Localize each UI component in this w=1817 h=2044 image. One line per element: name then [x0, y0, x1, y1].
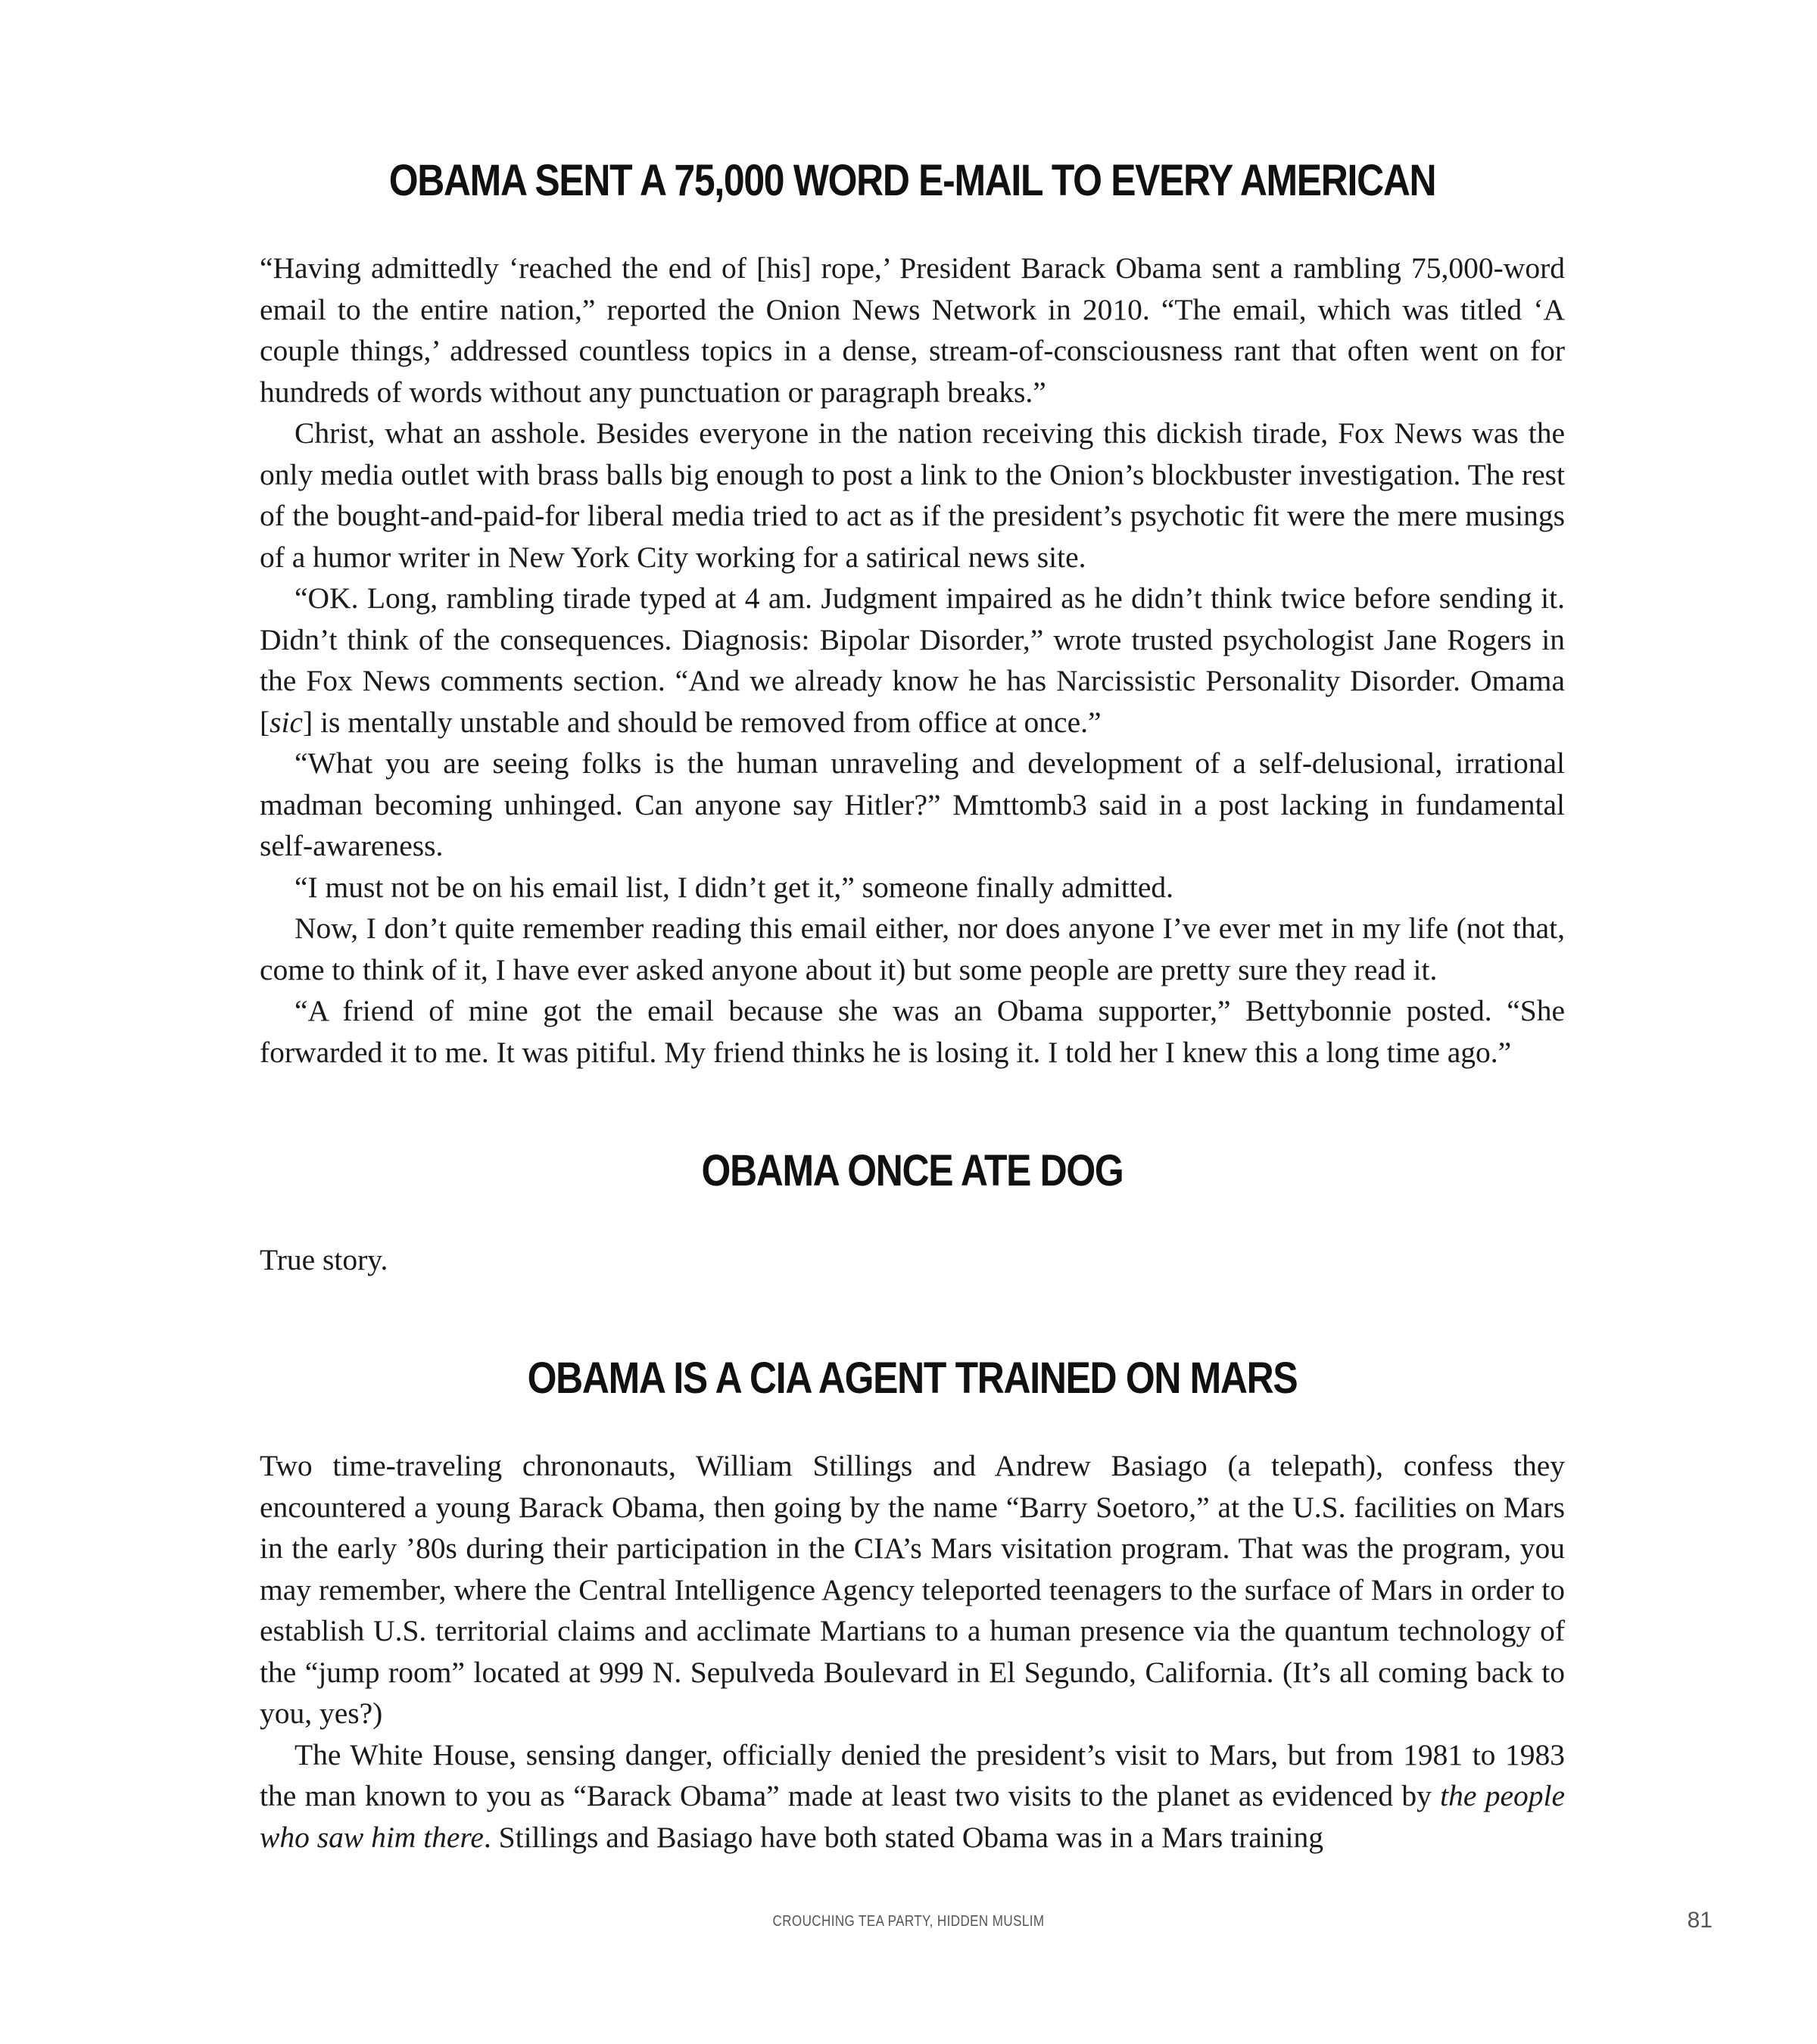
section-mars	[260, 1353, 1565, 1404]
paragraph: Now, I don’t quite remember reading this email either, nor does anyone I’ve ever met in my life (not that, come to think of it, I have ever asked anyone about it) but some people are pretty sure they read it.	[260, 911, 1565, 986]
paragraph: “I must not be on his email list, I didn’t get it,” someone finally admitted.	[295, 870, 1174, 904]
text-run: . Stillings and Basiago have both stated Obama was in a Mars training	[483, 1820, 1323, 1854]
paragraph: “What you are seeing folks is the human unraveling and development of a self-delusional, irrational madman becoming unhinged. Can anyone say Hitler?” Mmttomb3 said in a post lacking in fundamental self-awareness.	[260, 746, 1565, 862]
section-dog-body	[260, 1239, 1565, 1281]
paragraph: True story.	[260, 1243, 388, 1276]
section-heading: OBAMA IS A CIA AGENT TRAINED ON MARS	[527, 1354, 1298, 1403]
paragraph: “A friend of mine got the email because she was an Obama supporter,” Bettybonnie posted. “She forwarded it to me. It was pitiful. My friend thinks he is losing it. I told her I knew this a long time ago.”	[260, 994, 1565, 1069]
text-run: “OK. Long, rambling tirade typed at 4 am. Judgment impaired as he didn’t think twice before sending it. Didn’t think of the consequences. Diagnosis: Bipolar Disorder,” wrote trusted psychologist Jane Rogers in the Fox News comments section. “And we already know he has Narcissistic Personality Disorder. Omama [	[260, 581, 1565, 739]
paragraph-with-italic	[260, 1734, 1565, 1859]
paragraph: “Having admittedly ‘reached the end of [his] rope,’ President Barack Obama sent a rambling 75,000-word email to the entire nation,” reported the Onion News Network in 2010. “The email, which was titled ‘A couple things,’ addressed countless topics in a dense, stream-of-consciousness rant that often went on for hundreds of words without any punctuation or paragraph breaks.”	[260, 251, 1565, 409]
text-run: ] is mentally unstable and should be removed from office at once.”	[303, 705, 1102, 739]
page-number: 81	[1687, 1908, 1713, 1933]
text-run: The White House, sensing danger, officially denied the president’s visit to Mars, but from 1981 to 1983 the man known to you as “Barack Obama” made at least two visits to the planet as evidenced by	[260, 1737, 1565, 1812]
section-mars-body	[260, 1445, 1565, 1858]
paragraph: Christ, what an asshole. Besides everyone in the nation receiving this dickish tirade, Fox News was the only media outlet with brass balls big enough to post a link to the Onion’s blockbuster investigation. The rest of the bought-and-paid-for liberal media tried to act as if the president’s psychotic fit were the mere musings of a humor writer in New York City working for a satirical news site.	[260, 416, 1565, 574]
section-email	[260, 155, 1565, 206]
paragraph-with-sic	[260, 578, 1565, 743]
paragraph: Two time-traveling chrononauts, William Stillings and Andrew Basiago (a telepath), confess they encountered a young Barack Obama, then going by the name “Barry Soetoro,” at the U.S. facilities on Mars in the early ’80s during their participation in the CIA’s Mars visitation program. That was the program, you may remember, where the Central Intelligence Agency teleported teenagers to the surface of Mars in order to establish U.S. territorial claims and acclimate Martians to a human presence via the quantum technology of the “jump room” located at 999 N. Sepulveda Boulevard in El Segundo, California. (It’s all coming back to you, yes?)	[260, 1449, 1565, 1730]
section-dog	[260, 1145, 1565, 1196]
running-footer-title: CROUCHING TEA PARTY, HIDDEN MUSLIM	[772, 1913, 1045, 1930]
section-heading: OBAMA ONCE ATE DOG	[701, 1146, 1124, 1195]
section-email-body	[260, 248, 1565, 1073]
section-heading: OBAMA SENT A 75,000 WORD E-MAIL TO EVERY AMERICAN	[388, 156, 1436, 205]
italic-run: sic	[270, 705, 304, 739]
italic-run: the people who saw him there	[260, 1779, 1565, 1854]
